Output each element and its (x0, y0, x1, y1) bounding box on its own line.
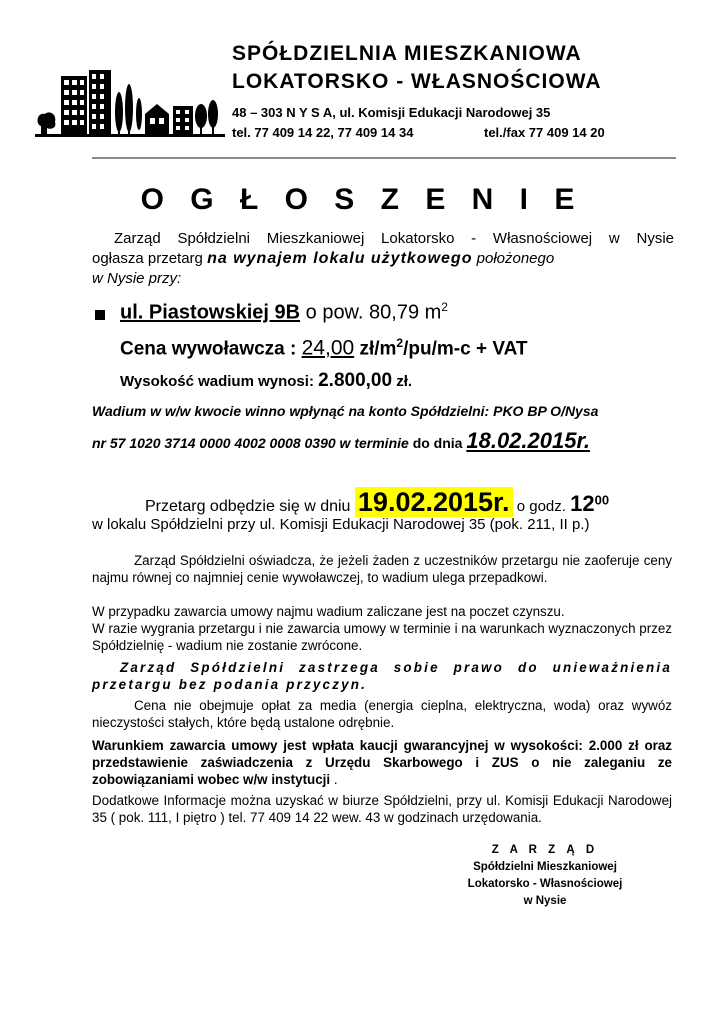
property-street: ul. Piastowskiej 9B (120, 301, 301, 324)
page-title: O G Ł O S Z E N I E (140, 183, 584, 216)
account-number: nr 57 1020 3714 0000 4002 0008 0390 w terminie (92, 435, 413, 451)
header-divider (92, 157, 676, 159)
body-para6-end: . (330, 772, 338, 787)
auction-time-label: o godz. (512, 498, 571, 515)
deposit-account-line2 (92, 428, 590, 454)
auction-minutes: 00 (594, 492, 610, 508)
org-phone: tel. 77 409 14 22, 77 409 14 34 (232, 125, 414, 140)
intro-line2 (92, 249, 674, 269)
body-para1 (92, 552, 672, 586)
auction-location: w lokalu Spółdzielni przy ul. Komisji Edukacji Narodowej 35 (pok. 211, II p.) (92, 516, 590, 533)
body-para1-text: Zarząd Spółdzielni oświadcza, że jeżeli żaden z uczestników przetargu nie zaoferuje ceny najmu równej co najmniej cenie wywoławczej, to wadium ulega przepadkowi. (92, 553, 672, 585)
signature-line4: w Nysie (523, 895, 567, 907)
deposit-amount (120, 370, 412, 392)
deposit-value: 2.800,00 (318, 370, 393, 391)
signature-line3: Lokatorsko - Własnościowej (467, 878, 623, 890)
price-unit-tail: /pu/m-c + VAT (403, 338, 528, 360)
bullet-square-icon (95, 310, 105, 320)
auction-date: 19.02.2015r. (355, 487, 513, 517)
intro-emphasis: na wynajem lokalu użytkowego (207, 250, 473, 267)
intro-paragraph (92, 229, 674, 289)
org-name-line2: LOKATORSKO - WŁASNOŚCIOWA (232, 70, 602, 93)
price-unit-sup: 2 (396, 336, 404, 350)
signature-line1: Z A R Z Ą D (491, 844, 599, 856)
signature-line2: Spółdzielni Mieszkaniowej (473, 861, 617, 873)
deposit-label: Wysokość wadium wynosi: (120, 373, 319, 390)
intro-line3: w Nysie przy: (92, 270, 182, 287)
property-area-unit-sup: 2 (441, 300, 448, 314)
body-para6 (92, 737, 672, 788)
body-para6-text: Warunkiem zawarcia umowy jest wpłata kaucji gwarancyjnej w wysokości: 2.000 zł oraz przedstawienie zaświadczenia z Urzędu Skarbowego i ZUS o nie zaleganiu ze zobowiązaniami wobec w/w instytucji (92, 738, 672, 787)
org-name-line1: SPÓŁDZIELNIA MIESZKANIOWA (232, 42, 582, 65)
body-para4 (92, 659, 672, 693)
auction-text: Przetarg odbędzie się w dniu (145, 498, 355, 515)
property-area: o pow. 80,79 m (300, 301, 442, 324)
deposit-account-line1: Wadium w w/w kwocie winno wpłynąć na konto Spółdzielni: PKO BP O/Nysa (92, 403, 599, 419)
org-address: 48 – 303 N Y S A, ul. Komisji Edukacji Narodowej 35 (232, 105, 551, 120)
intro-line2-end: położonego (472, 250, 555, 267)
starting-price (120, 336, 528, 360)
cooperative-logo (35, 68, 225, 140)
signature-block (440, 842, 650, 910)
property-address (120, 300, 448, 325)
org-fax: tel./fax 77 409 14 20 (484, 125, 605, 140)
deposit-unit: zł. (392, 373, 413, 390)
body-para2: W przypadku zawarcia umowy najmu wadium zaliczane jest na poczet czynszu. (92, 604, 565, 619)
body-para5 (92, 697, 672, 731)
intro-line2-start: ogłasza przetarg (92, 250, 208, 267)
intro-line1: Zarząd Spółdzielni Mieszkaniowej Lokatorsko - Własnościowej w Nysie (114, 230, 674, 247)
body-para5-text: Cena nie obejmuje opłat za media (energia cieplna, elektryczna, woda) oraz wywóz nieczystości stałych, które będą ustalone odrębnie. (92, 698, 672, 730)
body-para3: W razie wygrania przetargu i nie zawarcia umowy w terminie i na warunkach wyznaczonych przez Spółdzielnię - wadium nie zostanie zwrócone. (92, 621, 672, 653)
price-value: 24,00 (301, 336, 355, 360)
price-unit: zł/m (354, 338, 397, 360)
auction-date-line (145, 487, 609, 518)
price-label: Cena wywoławcza : (120, 338, 302, 360)
deadline-label: do dnia (412, 435, 467, 451)
body-para7: Dodatkowe Informacje można uzyskać w biurze Spółdzielni, przy ul. Komisji Edukacji Narodowej 35 ( pok. 111, I piętro ) tel. 77 409 14 22 wew. 43 w godzinach urzędowania. (92, 793, 672, 825)
body-para4-text: Zarząd Spółdzielni zastrzega sobie prawo do unieważnienia przetargu bez podania przyczyn. (92, 660, 672, 692)
auction-hour: 12 (570, 491, 595, 516)
deposit-deadline: 18.02.2015r. (466, 428, 590, 453)
